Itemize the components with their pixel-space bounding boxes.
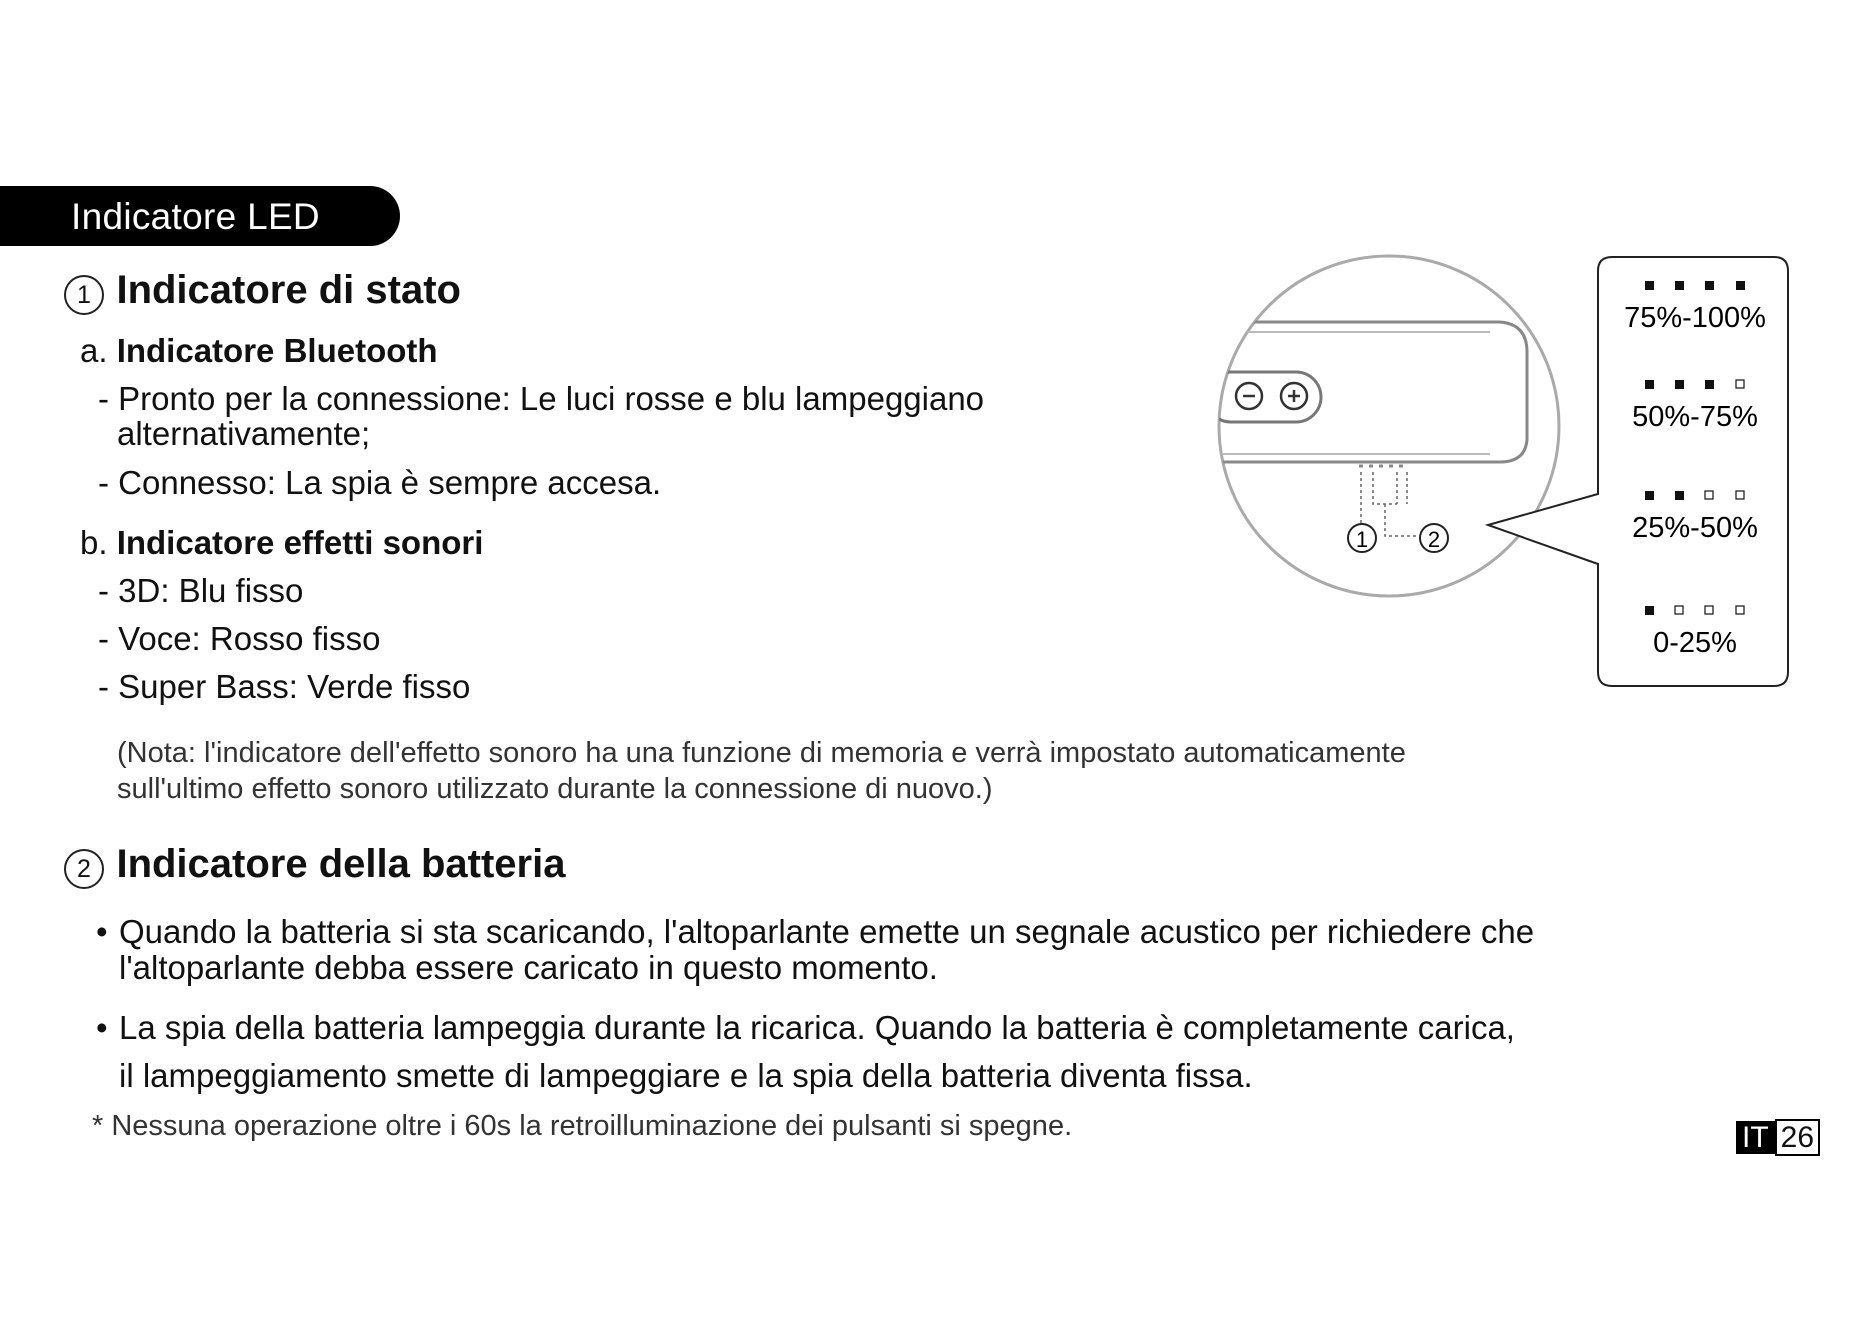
subsection-b-title: Indicatore effetti sonori [116, 524, 484, 561]
fx-item-3d: - 3D: Blu fisso [98, 572, 304, 609]
battery-bullet-2-line-2: il lampeggiamento smette di lampeggiare e la spia della batteria diventa fissa. [119, 1057, 1253, 1094]
battery-led-on [1675, 380, 1684, 389]
battery-led-on [1705, 380, 1714, 389]
section2-number: 2 [64, 849, 104, 889]
battery-led-on [1736, 281, 1745, 290]
battery-led-on [1645, 606, 1654, 615]
battery-level-label: 50%-75% [1632, 401, 1758, 433]
note-line-1: (Nota: l'indicatore dell'effetto sonoro ha una funzione di memoria e verrà impostato automaticamente [117, 737, 1406, 769]
battery-led-on [1675, 281, 1684, 290]
battery-led-off [1736, 606, 1744, 614]
battery-led-off [1675, 606, 1683, 614]
battery-led-off [1736, 491, 1744, 499]
battery-led-on [1675, 491, 1684, 500]
battery-bullet-2-line-1: La spia della batteria lampeggia durante la ricarica. Quando la batteria è completamente carica, [119, 1009, 1515, 1046]
battery-led-on [1645, 281, 1654, 290]
bt-item-1-cont: alternativamente; [117, 415, 371, 452]
magnifier-circle [1219, 256, 1559, 596]
bullet-dot-1: • [96, 913, 108, 950]
section1-title: Indicatore di stato [116, 268, 461, 312]
battery-level-label: 0-25% [1653, 627, 1737, 659]
fx-item-voice: - Voce: Rosso fisso [98, 620, 381, 657]
callout-2: 2 [1427, 527, 1441, 552]
subsection-a-prefix: a. [80, 332, 108, 369]
bullet-dot-2: • [96, 1009, 108, 1046]
page-lang: IT [1736, 1121, 1775, 1154]
page-num: 26 [1775, 1119, 1820, 1156]
battery-level-label: 75%-100% [1624, 302, 1766, 334]
battery-led-off [1705, 606, 1713, 614]
fx-item-bass: - Super Bass: Verde fisso [98, 668, 471, 705]
battery-bullet-1-line-1: Quando la batteria si sta scaricando, l'altoparlante emette un segnale acustico per richiedere che [119, 913, 1535, 950]
callout-1: 1 [1355, 527, 1369, 552]
footnote: * Nessuna operazione oltre i 60s la retroilluminazione dei pulsanti si spegne. [92, 1110, 1073, 1142]
subsection-b-prefix: b. [80, 524, 108, 561]
note-line-2: sull'ultimo effetto sonoro utilizzato durante la connessione di nuovo.) [117, 773, 993, 805]
battery-led-off [1705, 491, 1713, 499]
battery-led-on [1645, 380, 1654, 389]
section1-number: 1 [64, 275, 104, 315]
bt-item-1: - Pronto per la connessione: Le luci rosse e blu lampeggiano [98, 380, 985, 417]
battery-level-label: 25%-50% [1632, 512, 1758, 544]
battery-led-on [1705, 281, 1714, 290]
subsection-a-title: Indicatore Bluetooth [116, 332, 438, 369]
banner-label: Indicatore LED [71, 196, 320, 237]
battery-led-on [1645, 491, 1654, 500]
bt-item-2: - Connesso: La spia è sempre accesa. [98, 464, 662, 501]
battery-led-off [1736, 380, 1744, 388]
battery-bullet-1-line-2: l'altoparlante debba essere caricato in questo momento. [119, 949, 938, 986]
section2-title: Indicatore della batteria [116, 842, 566, 886]
